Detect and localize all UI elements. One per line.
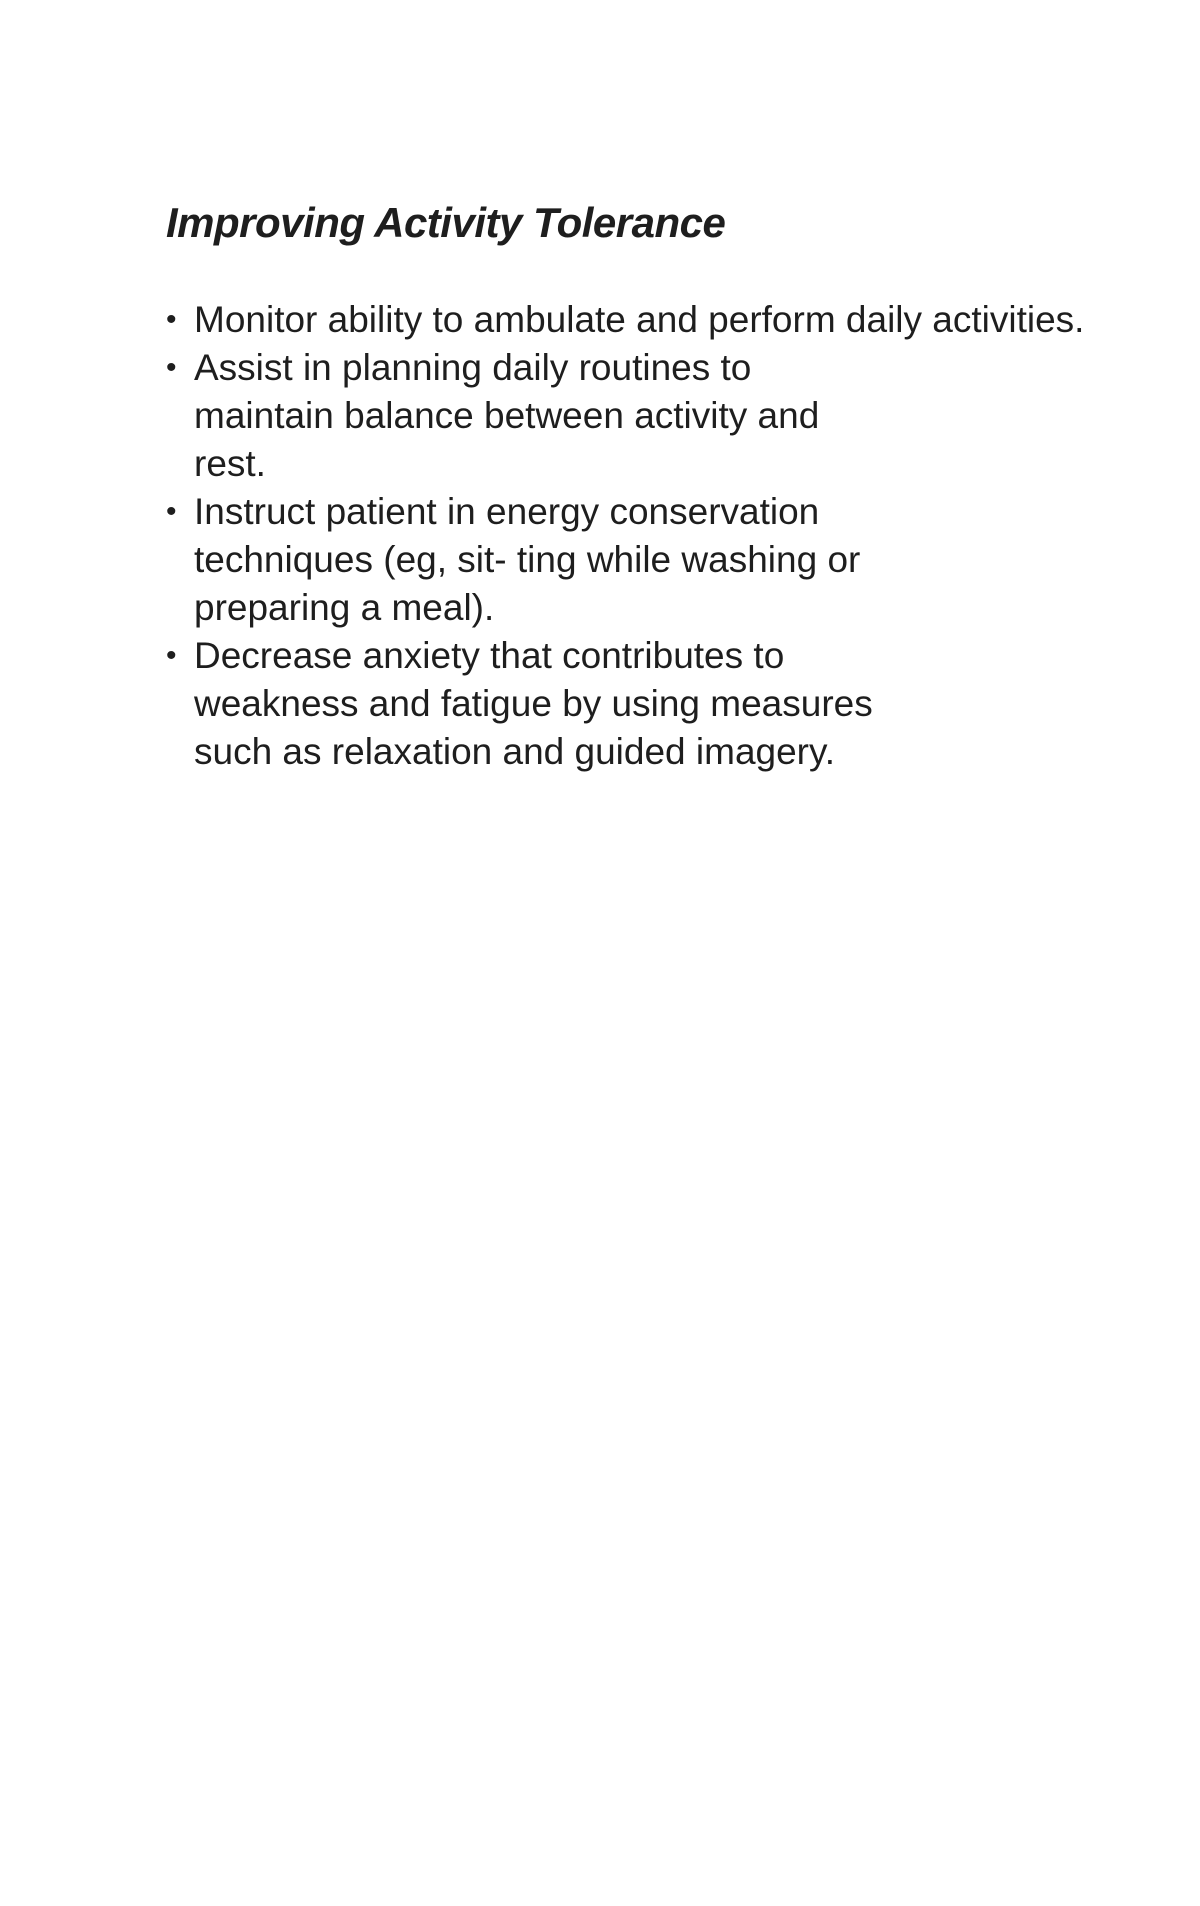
list-item (166, 632, 1156, 776)
list-item (166, 296, 1156, 344)
bullet-text: Instruct patient in energy conservation techniques (eg, sit- ting while washing or preparing a meal). (194, 491, 861, 628)
bullet-icon: • (166, 639, 177, 672)
list-item (166, 488, 1156, 632)
bullet-icon: • (166, 351, 177, 384)
list-item (166, 344, 1156, 488)
bullet-icon: • (166, 495, 177, 528)
content-area (166, 196, 1156, 776)
bullet-text: Monitor ability to ambulate and perform daily activities. (194, 299, 1085, 340)
bullet-list (166, 296, 1156, 776)
bullet-text: Decrease anxiety that contributes to weakness and fatigue by using measures such as relaxation and guided imagery. (194, 635, 873, 772)
bullet-icon: • (166, 303, 177, 336)
section-title: Improving Activity Tolerance (166, 199, 726, 246)
bullet-text: Assist in planning daily routines to maintain balance between activity and rest. (194, 347, 820, 484)
